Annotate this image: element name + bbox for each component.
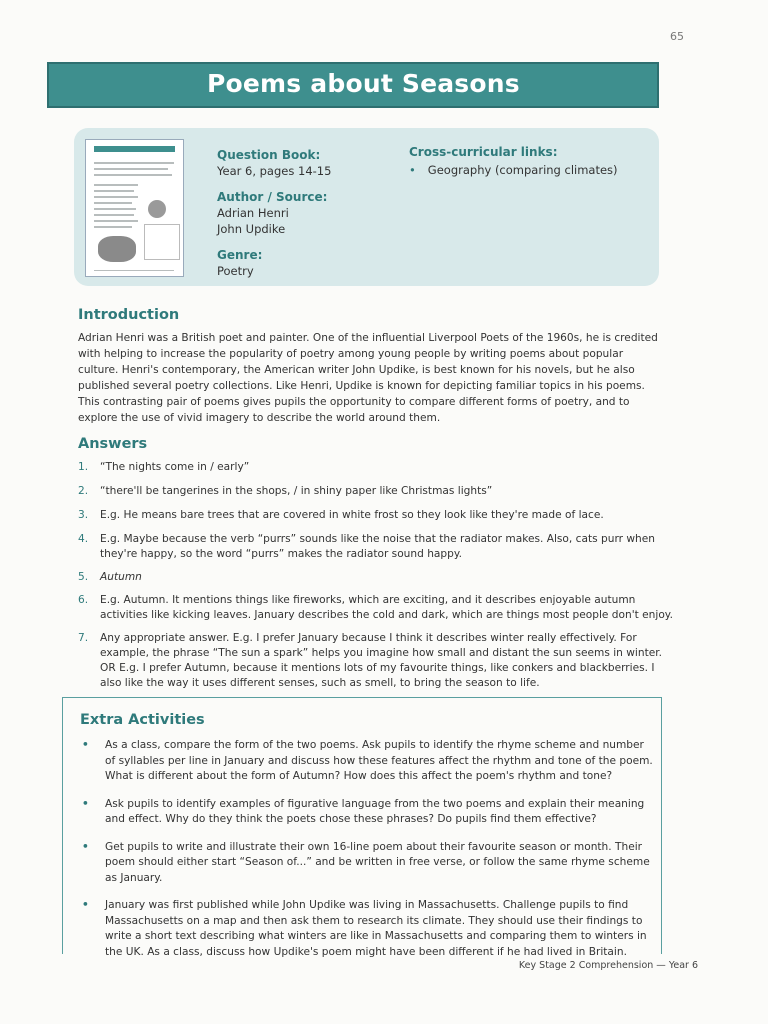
answer-text: E.g. Maybe because the verb “purrs” sounds like the noise that the radiator makes. Also, cats purr when they're happy, so the word “purrs” makes the radiator sound happy. <box>100 533 655 560</box>
answer-item <box>78 570 676 585</box>
bullet-icon: • <box>82 840 89 853</box>
activity-item <box>80 738 655 785</box>
page-footer: Key Stage 2 Comprehension — Year 6 <box>518 960 698 971</box>
thumbnail-illustration <box>98 236 136 262</box>
answers-heading: Answers <box>78 436 148 452</box>
thumbnail-leaf-image <box>148 200 166 218</box>
answer-number: 5. <box>78 571 89 583</box>
cross-curricular-label: Cross-curricular links: <box>409 145 558 159</box>
cross-curricular-item <box>409 163 618 177</box>
activity-item <box>80 898 655 960</box>
page-number: 65 <box>670 30 684 43</box>
bullet-icon: • <box>82 739 89 751</box>
info-box <box>74 128 659 286</box>
introduction-heading: Introduction <box>78 307 180 323</box>
answer-item <box>78 460 676 475</box>
answer-text: Autumn <box>100 571 142 583</box>
answer-number: 3. <box>78 509 89 521</box>
page-title: Poems about Seasons <box>207 69 520 98</box>
cross-curricular-value: Geography (comparing climates) <box>427 163 618 177</box>
activity-text: Ask pupils to identify examples of figurative language from the two poems and explain their meaning and effect. Why do they think the poets chose these phrases? Do pupils find them effective? <box>105 797 645 825</box>
genre-value: Poetry <box>217 264 254 278</box>
bullet-icon: • <box>82 899 89 911</box>
question-book-value: Year 6, pages 14-15 <box>217 164 332 178</box>
answer-number: 6. <box>78 594 89 606</box>
title-banner <box>47 62 659 108</box>
activity-text: January was first published while John Updike was living in Massachusetts. Challenge pupils to find Massachusetts on a map and then ask them to research its climate. They should use their findings to write a short text describing what winters are like in Massachusetts and comparing them to winters in the UK. As a class, discuss how Updike's poem might have been different if he had lived in Britain. <box>105 899 647 958</box>
activity-text: Get pupils to write and illustrate their own 16-line poem about their favourite season or month. Their poem should either start “Season of...” and be written in free verse, or follow the same rhyme scheme as January. <box>105 840 650 884</box>
activity-text: As a class, compare the form of the two poems. Ask pupils to identify the rhyme scheme and number of syllables per line in January and discuss how these features affect the rhythm and tone of the poem. What is different about the form of Autumn? How does this affect the poem's rhythm and tone? <box>105 739 653 782</box>
answer-text: Any appropriate answer. E.g. I prefer January because I think it describes winter really effectively. For example, the phrase “The sun a spark” helps you imagine how small and distant the sun seems in winter. OR E.g. I prefer Autumn, because it mentions lots of my favourite things, like conkers and blackberries. I also like the way it uses different senses, such as smell, to bring the season to life. <box>100 632 663 689</box>
extra-activities-box <box>62 697 662 958</box>
answers-list <box>78 460 676 691</box>
answer-item <box>78 631 676 691</box>
answer-text: E.g. Autumn. It mentions things like fireworks, which are exciting, and it describes enjoyable autumn activities like kicking leaves. January describes the cold and dark, which are things most people don't enjoy. <box>100 594 673 621</box>
author-label: Author / Source: <box>217 190 328 204</box>
answer-number: 2. <box>78 485 89 497</box>
answer-number: 4. <box>78 533 89 545</box>
answer-number: 7. <box>78 632 89 644</box>
introduction-text: Adrian Henri was a British poet and painter. One of the influential Liverpool Poets of the 1960s, he is credited with helping to increase the popularity of poetry among young people by writing poems about popular culture. Henri's contemporary, the American writer John Updike, is best known for his novels, but he also published several poetry collections. Like Henri, Updike is known for depicting familiar topics in his poems. This contrasting pair of poems gives pupils the opportunity to compare different forms of poetry, and to explore the use of vivid imagery to describe the world around them. <box>78 332 658 424</box>
genre-label: Genre: <box>217 248 263 262</box>
answer-text: “The nights come in / early” <box>100 461 250 473</box>
author-name: Adrian Henri <box>217 206 289 220</box>
thumbnail-header <box>94 146 175 152</box>
bullet-icon: • <box>409 163 416 177</box>
author-name: John Updike <box>217 222 286 236</box>
answer-text: E.g. He means bare trees that are covered in white frost so they look like they're made of lace. <box>100 509 604 521</box>
activity-item <box>80 797 655 828</box>
bullet-icon: • <box>82 797 89 810</box>
extra-activities-list <box>80 738 655 972</box>
answer-item <box>78 593 676 623</box>
activity-item <box>80 840 655 887</box>
question-book-thumbnail <box>85 139 184 277</box>
answer-item <box>78 508 676 523</box>
thumbnail-question-column <box>144 224 180 260</box>
extra-activities-heading: Extra Activities <box>80 712 205 728</box>
answer-number: 1. <box>78 461 89 473</box>
answer-text: “there'll be tangerines in the shops, / in shiny paper like Christmas lights” <box>100 485 493 497</box>
answer-item <box>78 484 676 499</box>
question-book-label: Question Book: <box>217 148 321 162</box>
answer-item <box>78 532 676 562</box>
